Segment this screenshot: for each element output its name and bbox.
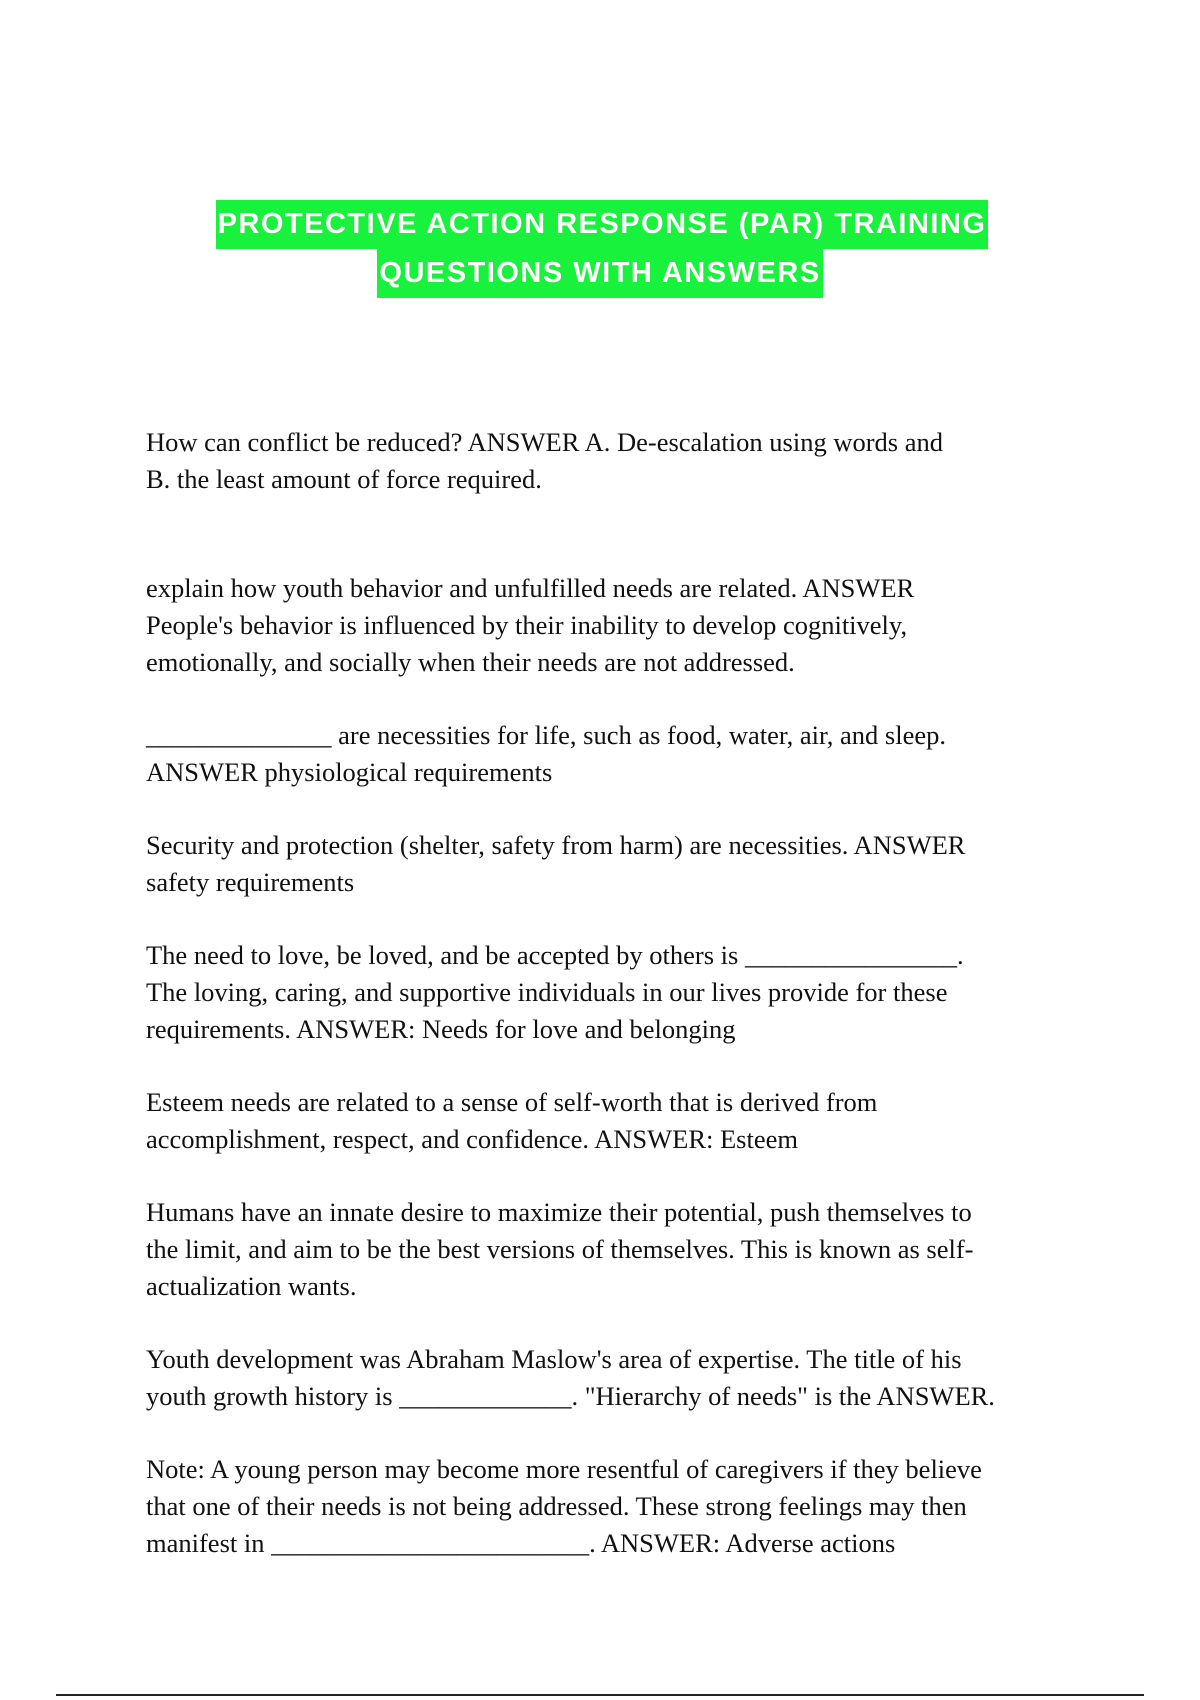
qa-item-conflict-reduction: How can conflict be reduced? ANSWER A. De-escalation using words and B. the least amount of force required. [146, 427, 943, 494]
qa-item-love-belonging: The need to love, be loved, and be accepted by others is ________________. The loving, caring, and supportive individuals in our lives provide for these requirements. ANSWER: Needs for love and belonging [146, 940, 964, 1044]
qa-item-adverse-actions: Note: A young person may become more resentful of caregivers if they believe that one of their needs is not being addressed. These strong feelings may then manifest in ________________________. ANSWER: Adverse actions [146, 1454, 982, 1558]
qa-item-safety: Security and protection (shelter, safety from harm) are necessities. ANSWER safety requirements [146, 830, 966, 897]
qa-item-physiological: ______________ are necessities for life, such as food, water, air, and sleep. ANSWER physiological requirements [146, 720, 946, 787]
qa-list [146, 424, 1076, 1562]
qa-item-self-actualization: Humans have an innate desire to maximize their potential, push themselves to the limit, and aim to be the best versions of themselves. This is known as self- actualization wants. [146, 1197, 974, 1301]
document-title [0, 200, 1200, 298]
title-line-1: PROTECTIVE ACTION RESPONSE (PAR) TRAINING [216, 200, 989, 249]
title-line-2: QUESTIONS WITH ANSWERS [377, 249, 822, 298]
qa-item-esteem: Esteem needs are related to a sense of self-worth that is derived from accomplishment, respect, and confidence. ANSWER: Esteem [146, 1087, 878, 1154]
footer-divider [56, 1694, 1144, 1696]
qa-item-hierarchy-of-needs: Youth development was Abraham Maslow's area of expertise. The title of his youth growth history is _____________. "Hierarchy of needs" is the ANSWER. [146, 1344, 995, 1411]
qa-item-youth-behavior: explain how youth behavior and unfulfilled needs are related. ANSWER People's behavior is influenced by their inability to develop cognitively, emotionally, and socially when their needs are not addressed. [146, 573, 915, 677]
